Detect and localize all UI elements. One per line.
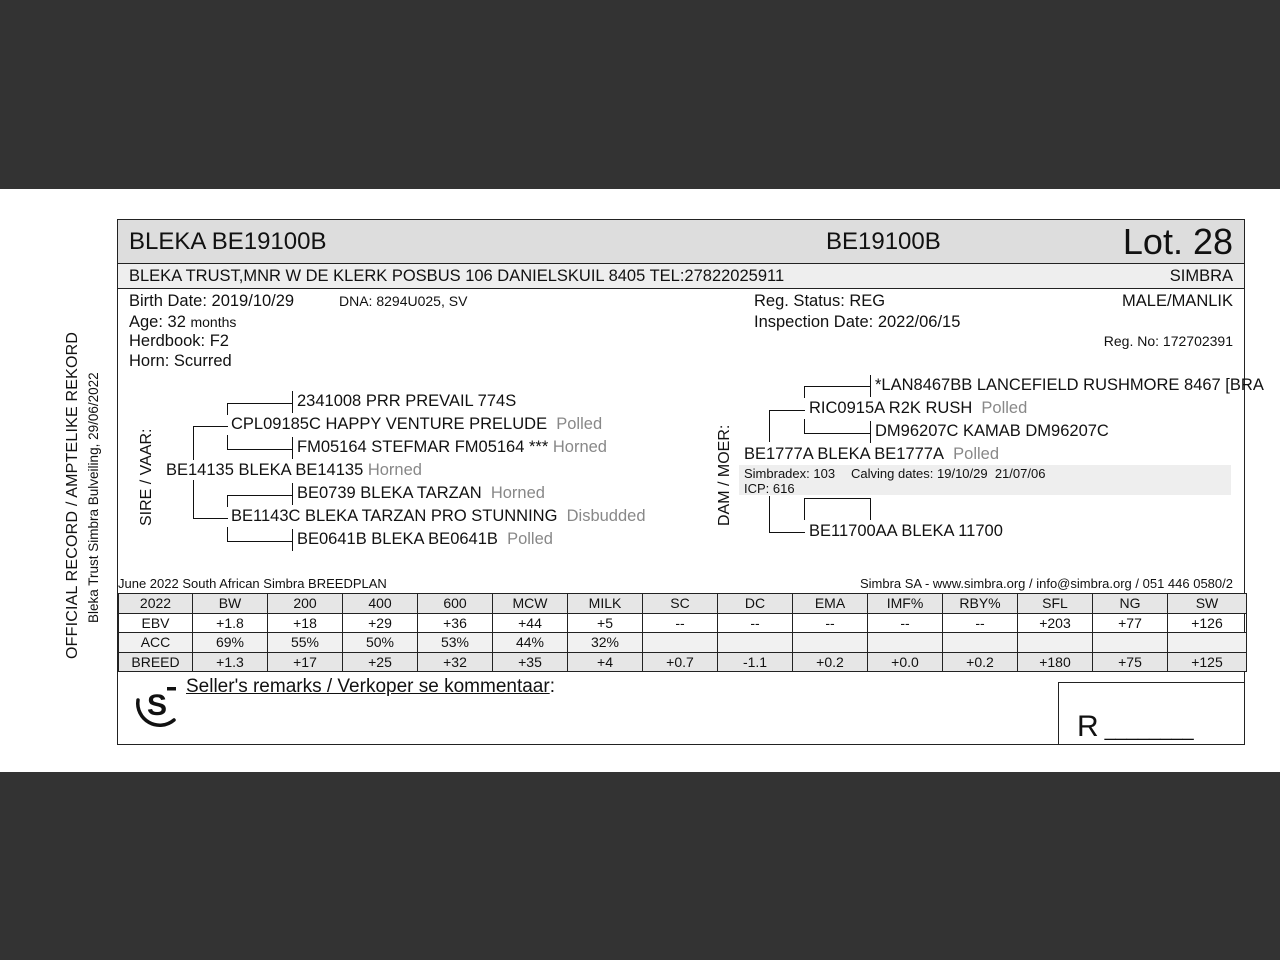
stats-cell: +126 bbox=[1168, 613, 1247, 633]
stats-cell: +1.3 bbox=[193, 652, 268, 672]
stats-cell: -- bbox=[943, 613, 1018, 633]
stats-cell: MCW bbox=[493, 594, 568, 614]
dam-sire-dam: DM96207C KAMAB DM96207C bbox=[875, 422, 1109, 440]
simbradex: Simbradex: 103 bbox=[744, 466, 836, 481]
dam-sire-sire: *LAN8467BB LANCEFIELD RUSHMORE 8467 [BRA bbox=[875, 376, 1264, 394]
auction-sheet bbox=[0, 189, 1280, 772]
stats-cell: 2022 bbox=[119, 594, 193, 614]
icp: ICP: 616 bbox=[744, 481, 795, 496]
stats-cell bbox=[1093, 633, 1168, 653]
breed-label: SIMBRA bbox=[1169, 267, 1233, 285]
stats-cell bbox=[718, 633, 793, 653]
stats-cell: +44 bbox=[493, 613, 568, 633]
sire-label: SIRE / VAAR: bbox=[138, 428, 155, 526]
stats-cell bbox=[1168, 633, 1247, 653]
stats-cell: NG bbox=[1093, 594, 1168, 614]
stats-cell bbox=[793, 633, 868, 653]
sire-dam-sire: BE0739 BLEKA TARZAN Horned bbox=[297, 484, 545, 502]
stats-cell: BW bbox=[193, 594, 268, 614]
sire: BE14135 BLEKA BE14135 Horned bbox=[166, 461, 422, 479]
dna-info: DNA: 8294U025, SV bbox=[339, 293, 468, 309]
age-unit: months bbox=[190, 314, 237, 330]
stats-cell: BREED bbox=[119, 652, 193, 672]
price-box-top bbox=[1058, 682, 1245, 683]
stats-cell: 600 bbox=[418, 594, 493, 614]
stats-cell: -- bbox=[643, 613, 718, 633]
stats-cell: EBV bbox=[119, 613, 193, 633]
dam-dam: BE11700AA BLEKA 11700 bbox=[809, 522, 1003, 540]
lot-number: Lot. 28 bbox=[1122, 221, 1233, 262]
owner-address: BLEKA TRUST,MNR W DE KLERK POSBUS 106 DANIELSKUIL 8405 TEL:27822025911 bbox=[129, 267, 785, 285]
stats-cell: 55% bbox=[268, 633, 343, 653]
stats-cell: -- bbox=[793, 613, 868, 633]
sire-sire-dam: FM05164 STEFMAR FM05164 *** Horned bbox=[297, 438, 607, 456]
stats-cell: +0.2 bbox=[793, 652, 868, 672]
sire-sire-sire: 2341008 PRR PREVAIL 774S bbox=[297, 392, 517, 410]
calving-dates: Calving dates: 19/10/29 21/07/06 bbox=[851, 466, 1046, 481]
seller-remarks-label: Seller's remarks / Verkoper se kommentaar: bbox=[186, 676, 555, 697]
stats-cell: +35 bbox=[493, 652, 568, 672]
simbra-contact: Simbra SA - www.simbra.org / info@simbra.org / 051 446 0580/2 bbox=[859, 576, 1233, 591]
breedplan-label: June 2022 South African Simbra BREEDPLAN bbox=[118, 576, 387, 591]
stats-cell: +17 bbox=[268, 652, 343, 672]
sire-dam-dam: BE0641B BLEKA BE0641B Polled bbox=[297, 530, 553, 548]
lot-card bbox=[117, 219, 1264, 745]
stats-cell: +4 bbox=[568, 652, 643, 672]
stats-header-row bbox=[119, 594, 1247, 614]
stats-cell: +0.2 bbox=[943, 652, 1018, 672]
stats-cell: -- bbox=[868, 613, 943, 633]
price-box-left bbox=[1058, 682, 1059, 745]
stats-cell: 400 bbox=[343, 594, 418, 614]
stats-cell: DC bbox=[718, 594, 793, 614]
stats-cell bbox=[643, 633, 718, 653]
stats-cell: 50% bbox=[343, 633, 418, 653]
reg-status: Reg. Status: REG bbox=[754, 292, 886, 310]
stats-cell: MILK bbox=[568, 594, 643, 614]
stats-cell bbox=[868, 633, 943, 653]
sex-label: MALE/MANLIK bbox=[1122, 292, 1233, 310]
stats-cell: ACC bbox=[119, 633, 193, 653]
stats-cell: +29 bbox=[343, 613, 418, 633]
stats-cell bbox=[1018, 633, 1093, 653]
stats-cell: +0.7 bbox=[643, 652, 718, 672]
stats-row-acc bbox=[119, 633, 1247, 653]
animal-name: BLEKA BE19100B bbox=[129, 228, 327, 255]
birth-date: Birth Date: 2019/10/29 bbox=[129, 292, 295, 310]
stats-cell: +36 bbox=[418, 613, 493, 633]
stats-cell: +77 bbox=[1093, 613, 1168, 633]
reg-number: Reg. No: 172702391 bbox=[1103, 333, 1233, 349]
stats-cell: +203 bbox=[1018, 613, 1093, 633]
dam: BE1777A BLEKA BE1777A Polled bbox=[744, 445, 1000, 463]
stats-cell: 44% bbox=[493, 633, 568, 653]
stats-cell: +5 bbox=[568, 613, 643, 633]
stats-cell: SW bbox=[1168, 594, 1247, 614]
svg-text:S: S bbox=[147, 689, 168, 722]
stats-cell: SC bbox=[643, 594, 718, 614]
age bbox=[129, 313, 236, 332]
stats-row-breed bbox=[119, 652, 1247, 672]
age-value: Age: 32 bbox=[129, 313, 186, 331]
simbra-logo-icon bbox=[128, 678, 184, 734]
horn-status: Horn: Scurred bbox=[129, 352, 232, 370]
sire-dam: BE1143C BLEKA TARZAN PRO STUNNING Disbudded bbox=[231, 507, 646, 525]
stats-cell bbox=[943, 633, 1018, 653]
dam-sire: RIC0915A R2K RUSH Polled bbox=[809, 399, 1028, 417]
price-field[interactable]: R ________ bbox=[1077, 710, 1194, 743]
sale-name-label: Bleka Trust Simbra Bulveiling, 29/06/2022 bbox=[86, 372, 101, 623]
official-record-label: OFFICIAL RECORD / AMPTELIKE REKORD bbox=[64, 331, 81, 659]
ebv-table bbox=[118, 593, 1247, 672]
stats-cell: RBY% bbox=[943, 594, 1018, 614]
stats-cell: +180 bbox=[1018, 652, 1093, 672]
stats-cell: 32% bbox=[568, 633, 643, 653]
stats-cell: +125 bbox=[1168, 652, 1247, 672]
dam-label: DAM / MOER: bbox=[716, 424, 733, 526]
stats-cell: 69% bbox=[193, 633, 268, 653]
stats-cell: IMF% bbox=[868, 594, 943, 614]
stats-cell: SFL bbox=[1018, 594, 1093, 614]
animal-id: BE19100B bbox=[826, 228, 941, 255]
stats-cell: +75 bbox=[1093, 652, 1168, 672]
stats-row-ebv bbox=[119, 613, 1247, 633]
inspection-date: Inspection Date: 2022/06/15 bbox=[754, 313, 961, 331]
stats-cell: -1.1 bbox=[718, 652, 793, 672]
stats-cell: 53% bbox=[418, 633, 493, 653]
stats-cell: +32 bbox=[418, 652, 493, 672]
stats-cell: EMA bbox=[793, 594, 868, 614]
herdbook: Herdbook: F2 bbox=[129, 332, 229, 350]
stats-cell: +0.0 bbox=[868, 652, 943, 672]
stats-cell: +18 bbox=[268, 613, 343, 633]
sire-sire: CPL09185C HAPPY VENTURE PRELUDE Polled bbox=[231, 415, 603, 433]
stats-cell: +1.8 bbox=[193, 613, 268, 633]
stats-cell: -- bbox=[718, 613, 793, 633]
stats-cell: 200 bbox=[268, 594, 343, 614]
stats-cell: +25 bbox=[343, 652, 418, 672]
